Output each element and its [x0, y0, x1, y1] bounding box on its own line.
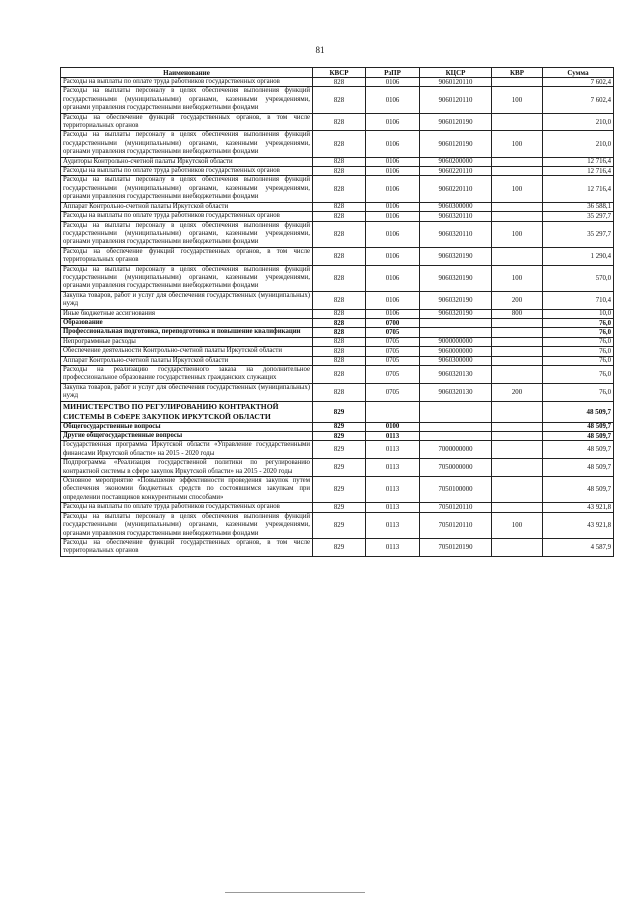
- cell-name: Расходы на выплаты по оплате труда работников государственных органов: [61, 78, 313, 87]
- table-row: [61, 356, 614, 365]
- cell-rzpr: 0705: [366, 356, 420, 365]
- cell-sum: 76,0: [543, 366, 614, 384]
- cell-name: Аппарат Контрольно-счетной палаты Иркутской области: [61, 202, 313, 211]
- cell-rzpr: 0113: [366, 432, 420, 441]
- cell-kvsr: 828: [313, 167, 366, 176]
- cell-name: Расходы на выплаты персоналу в целях обеспечения выполнения функций государственными (муниципальными) органами, казенными учреждениями, органами управления государственными внебюджетными фондами: [61, 131, 313, 157]
- cell-kvsr: 829: [313, 538, 366, 556]
- cell-kvr: [492, 78, 543, 87]
- table-row: [61, 131, 614, 157]
- cell-rzpr: 0106: [366, 309, 420, 318]
- cell-name: Расходы на выплаты персоналу в целях обеспечения выполнения функций государственными (муниципальными) органами, казенными учреждениями, органами управления государственными внебюджетными фондами: [61, 512, 313, 538]
- cell-name: Иные бюджетные ассигнования: [61, 309, 313, 318]
- cell-kvsr: 828: [313, 337, 366, 346]
- cell-kvsr: 828: [313, 176, 366, 202]
- cell-kvr: 100: [492, 512, 543, 538]
- page-number: 81: [315, 45, 325, 55]
- cell-kvsr: 828: [313, 113, 366, 131]
- cell-rzpr: 0106: [366, 113, 420, 131]
- cell-kcsr: 9060220110: [420, 167, 492, 176]
- cell-kvr: [492, 347, 543, 356]
- cell-sum: 76,0: [543, 356, 614, 365]
- cell-kvsr: 828: [313, 265, 366, 291]
- cell-kvr: [492, 157, 543, 166]
- cell-kvr: [492, 247, 543, 265]
- table-row: [61, 328, 614, 337]
- cell-sum: 76,0: [543, 347, 614, 356]
- cell-rzpr: 0106: [366, 78, 420, 87]
- cell-sum: 7 602,4: [543, 78, 614, 87]
- cell-rzpr: 0113: [366, 459, 420, 477]
- cell-kvsr: 829: [313, 503, 366, 512]
- cell-sum: 710,4: [543, 291, 614, 309]
- table-row: [61, 309, 614, 318]
- cell-sum: 12 716,4: [543, 176, 614, 202]
- cell-kcsr: 9060320110: [420, 212, 492, 221]
- table-row: [61, 291, 614, 309]
- table-row: [61, 512, 614, 538]
- cell-name: Обеспечение деятельности Контрольно-счетной палаты Иркутской области: [61, 347, 313, 356]
- cell-sum: 10,0: [543, 309, 614, 318]
- table-row: [61, 157, 614, 166]
- table-body: [61, 78, 614, 557]
- cell-kcsr: 7000000000: [420, 441, 492, 459]
- cell-sum: 1 290,4: [543, 247, 614, 265]
- cell-sum: 76,0: [543, 337, 614, 346]
- cell-kvr: 100: [492, 87, 543, 113]
- header-rzpr: РзПР: [366, 68, 420, 78]
- cell-kvsr: 829: [313, 477, 366, 503]
- cell-sum: 48 509,7: [543, 441, 614, 459]
- table-row: [61, 432, 614, 441]
- cell-name: Основное мероприятие «Повышение эффективности проведения закупок путем обеспечения экономии бюджетных средств по состоявшимся закупкам при определении поставщиков конкурентными способами»: [61, 477, 313, 503]
- cell-kcsr: 9060200000: [420, 157, 492, 166]
- cell-rzpr: 0705: [366, 328, 420, 337]
- cell-sum: 12 716,4: [543, 157, 614, 166]
- cell-name: Расходы на выплаты персоналу в целях обеспечения выполнения функций государственными (муниципальными) органами, казенными учреждениями, органами управления государственными внебюджетными фондами: [61, 221, 313, 247]
- cell-kvr: [492, 459, 543, 477]
- cell-name: Расходы на обеспечение функций государственных органов, в том числе территориальных органов: [61, 113, 313, 131]
- cell-sum: 4 587,9: [543, 538, 614, 556]
- table-row: [61, 202, 614, 211]
- cell-kcsr: [420, 432, 492, 441]
- cell-kcsr: 7050120190: [420, 538, 492, 556]
- cell-name: Расходы на реализацию государственного заказа на дополнительное профессиональное образование государственных гражданских служащих: [61, 366, 313, 384]
- cell-sum: 48 509,7: [543, 477, 614, 503]
- cell-rzpr: 0106: [366, 87, 420, 113]
- cell-rzpr: [366, 401, 420, 422]
- table-row: [61, 366, 614, 384]
- cell-rzpr: 0113: [366, 503, 420, 512]
- cell-kvr: [492, 432, 543, 441]
- cell-kvsr: 828: [313, 221, 366, 247]
- cell-kvr: [492, 113, 543, 131]
- cell-sum: 570,0: [543, 265, 614, 291]
- cell-sum: 76,0: [543, 318, 614, 327]
- cell-kvr: [492, 401, 543, 422]
- cell-sum: 48 509,7: [543, 459, 614, 477]
- cell-name: Расходы на выплаты по оплате труда работников государственных органов: [61, 503, 313, 512]
- cell-name: Закупка товаров, работ и услуг для обеспечения государственных (муниципальных) нужд: [61, 383, 313, 401]
- cell-kvr: [492, 356, 543, 365]
- cell-name: Расходы на выплаты по оплате труда работников государственных органов: [61, 167, 313, 176]
- cell-kcsr: 9060320190: [420, 247, 492, 265]
- cell-kvr: 100: [492, 265, 543, 291]
- cell-name: Закупка товаров, работ и услуг для обеспечения государственных (муниципальных) нужд: [61, 291, 313, 309]
- cell-rzpr: 0106: [366, 291, 420, 309]
- cell-name: Расходы на выплаты персоналу в целях обеспечения выполнения функций государственными (муниципальными) органами, казенными учреждениями, органами управления государственными внебюджетными фондами: [61, 176, 313, 202]
- cell-name: Образование: [61, 318, 313, 327]
- cell-kcsr: 7050100000: [420, 477, 492, 503]
- cell-sum: 210,0: [543, 113, 614, 131]
- cell-kvsr: 828: [313, 202, 366, 211]
- cell-kvsr: 829: [313, 512, 366, 538]
- table-row: [61, 265, 614, 291]
- cell-name: Расходы на обеспечение функций государственных органов, в том числе территориальных органов: [61, 538, 313, 556]
- cell-kvsr: 828: [313, 78, 366, 87]
- cell-kvsr: 829: [313, 441, 366, 459]
- cell-kvr: 100: [492, 221, 543, 247]
- cell-kcsr: 9060000000: [420, 347, 492, 356]
- cell-kvr: [492, 167, 543, 176]
- cell-rzpr: 0113: [366, 538, 420, 556]
- cell-name: МИНИСТЕРСТВО ПО РЕГУЛИРОВАНИЮ КОНТРАКТНОЙ СИСТЕМЫ В СФЕРЕ ЗАКУПОК ИРКУТСКОЙ ОБЛАСТИ: [61, 401, 313, 422]
- cell-name: Расходы на выплаты персоналу в целях обеспечения выполнения функций государственными (муниципальными) органами, казенными учреждениями, органами управления государственными внебюджетными фондами: [61, 87, 313, 113]
- cell-sum: 43 921,8: [543, 512, 614, 538]
- cell-kvsr: 828: [313, 356, 366, 365]
- cell-rzpr: 0106: [366, 265, 420, 291]
- table-row: [61, 87, 614, 113]
- table-row: [61, 503, 614, 512]
- table-row: [61, 441, 614, 459]
- cell-name: Расходы на обеспечение функций государственных органов, в том числе территориальных органов: [61, 247, 313, 265]
- cell-kcsr: 9060320110: [420, 221, 492, 247]
- cell-rzpr: 0106: [366, 131, 420, 157]
- cell-rzpr: 0113: [366, 441, 420, 459]
- cell-kvr: [492, 337, 543, 346]
- cell-kvsr: 829: [313, 459, 366, 477]
- cell-kcsr: [420, 401, 492, 422]
- cell-name: Государственная программа Иркутской области «Управление государственными финансами Иркутской области» на 2015 - 2020 годы: [61, 441, 313, 459]
- cell-name: Общегосударственные вопросы: [61, 422, 313, 431]
- table-row: [61, 318, 614, 327]
- cell-sum: 76,0: [543, 328, 614, 337]
- cell-rzpr: 0106: [366, 157, 420, 166]
- cell-kcsr: [420, 328, 492, 337]
- cell-name: Расходы на выплаты персоналу в целях обеспечения выполнения функций государственными (муниципальными) органами, казенными учреждениями, органами управления государственными внебюджетными фондами: [61, 265, 313, 291]
- table-row: [61, 212, 614, 221]
- cell-kcsr: 9060320130: [420, 366, 492, 384]
- cell-kcsr: 7050120110: [420, 512, 492, 538]
- cell-kvsr: 828: [313, 212, 366, 221]
- cell-kvsr: 828: [313, 291, 366, 309]
- header-kvsr: КВСР: [313, 68, 366, 78]
- cell-kvr: [492, 538, 543, 556]
- budget-table: [60, 67, 614, 557]
- cell-rzpr: 0705: [366, 347, 420, 356]
- cell-name: Непрограммные расходы: [61, 337, 313, 346]
- table-row: [61, 459, 614, 477]
- table-row: [61, 477, 614, 503]
- header-sum: Сумма: [543, 68, 614, 78]
- cell-kvsr: 828: [313, 383, 366, 401]
- cell-kcsr: 9060120110: [420, 78, 492, 87]
- cell-rzpr: 0106: [366, 212, 420, 221]
- cell-kvsr: 829: [313, 432, 366, 441]
- cell-sum: 48 509,7: [543, 432, 614, 441]
- cell-kvsr: 829: [313, 422, 366, 431]
- cell-kvr: [492, 503, 543, 512]
- cell-kvsr: 829: [313, 401, 366, 422]
- cell-kvr: [492, 422, 543, 431]
- header-kvr: КВР: [492, 68, 543, 78]
- cell-kvr: 100: [492, 176, 543, 202]
- cell-kvsr: 828: [313, 131, 366, 157]
- cell-kcsr: 9060300000: [420, 356, 492, 365]
- cell-rzpr: 0106: [366, 247, 420, 265]
- cell-name: Подпрограмма «Реализация государственной политики по регулированию контрактной системы в сфере закупок Иркутской области» на 2015 - 2020 годы: [61, 459, 313, 477]
- cell-kcsr: 9060120190: [420, 131, 492, 157]
- cell-sum: 36 588,1: [543, 202, 614, 211]
- cell-kcsr: 9060320130: [420, 383, 492, 401]
- cell-kvsr: 828: [313, 347, 366, 356]
- cell-kcsr: 9000000000: [420, 337, 492, 346]
- cell-rzpr: 0106: [366, 202, 420, 211]
- cell-kcsr: 7050120110: [420, 503, 492, 512]
- cell-kcsr: 9060120110: [420, 87, 492, 113]
- cell-kvr: [492, 318, 543, 327]
- cell-kcsr: 9060320190: [420, 265, 492, 291]
- cell-kvr: [492, 477, 543, 503]
- table-row: [61, 337, 614, 346]
- cell-kvsr: 828: [313, 366, 366, 384]
- cell-sum: 48 509,7: [543, 422, 614, 431]
- cell-kvr: [492, 441, 543, 459]
- cell-kcsr: 7050000000: [420, 459, 492, 477]
- cell-kcsr: 9060120190: [420, 113, 492, 131]
- cell-sum: 7 602,4: [543, 87, 614, 113]
- cell-sum: 35 297,7: [543, 212, 614, 221]
- cell-kcsr: 9060320190: [420, 309, 492, 318]
- cell-kvr: 200: [492, 383, 543, 401]
- cell-rzpr: 0106: [366, 167, 420, 176]
- cell-sum: 210,0: [543, 131, 614, 157]
- cell-kcsr: 9060300000: [420, 202, 492, 211]
- cell-rzpr: 0705: [366, 337, 420, 346]
- cell-kvsr: 828: [313, 87, 366, 113]
- cell-kcsr: 9060220110: [420, 176, 492, 202]
- cell-kcsr: [420, 318, 492, 327]
- cell-name: Аппарат Контрольно-счетной палаты Иркутской области: [61, 356, 313, 365]
- cell-rzpr: 0100: [366, 422, 420, 431]
- table-row: [61, 221, 614, 247]
- cell-sum: 76,0: [543, 383, 614, 401]
- table-row: [61, 113, 614, 131]
- table-row: [61, 176, 614, 202]
- cell-rzpr: 0705: [366, 383, 420, 401]
- table-row: [61, 538, 614, 556]
- table-row: [61, 347, 614, 356]
- cell-kvsr: 828: [313, 328, 366, 337]
- cell-name: Аудиторы Контрольно-счетной палаты Иркутской области: [61, 157, 313, 166]
- cell-kvsr: 828: [313, 157, 366, 166]
- header-name: Наименование: [61, 68, 313, 78]
- cell-kcsr: [420, 422, 492, 431]
- table-row: [61, 422, 614, 431]
- cell-rzpr: 0705: [366, 366, 420, 384]
- cell-rzpr: 0113: [366, 477, 420, 503]
- table-row: [61, 247, 614, 265]
- footer-divider: [225, 892, 365, 893]
- table-row: [61, 78, 614, 87]
- cell-kvr: 100: [492, 131, 543, 157]
- cell-sum: 35 297,7: [543, 221, 614, 247]
- cell-name: Другие общегосударственные вопросы: [61, 432, 313, 441]
- cell-kcsr: 9060320190: [420, 291, 492, 309]
- cell-rzpr: 0106: [366, 221, 420, 247]
- cell-name: Расходы на выплаты по оплате труда работников государственных органов: [61, 212, 313, 221]
- cell-sum: 43 921,8: [543, 503, 614, 512]
- cell-name: Профессиональная подготовка, переподготовка и повышение квалификации: [61, 328, 313, 337]
- cell-kvr: 200: [492, 291, 543, 309]
- table-row: [61, 167, 614, 176]
- cell-rzpr: 0700: [366, 318, 420, 327]
- table-row: [61, 383, 614, 401]
- cell-kvr: [492, 212, 543, 221]
- cell-sum: 12 716,4: [543, 167, 614, 176]
- cell-sum: 48 509,7: [543, 401, 614, 422]
- cell-kvsr: 828: [313, 247, 366, 265]
- cell-kvsr: 828: [313, 309, 366, 318]
- cell-rzpr: 0113: [366, 512, 420, 538]
- table-header-row: [61, 68, 614, 78]
- cell-rzpr: 0106: [366, 176, 420, 202]
- table-row: [61, 401, 614, 422]
- cell-kvr: 800: [492, 309, 543, 318]
- cell-kvr: [492, 366, 543, 384]
- cell-kvr: [492, 202, 543, 211]
- header-kcsr: КЦСР: [420, 68, 492, 78]
- cell-kvr: [492, 328, 543, 337]
- cell-kvsr: 828: [313, 318, 366, 327]
